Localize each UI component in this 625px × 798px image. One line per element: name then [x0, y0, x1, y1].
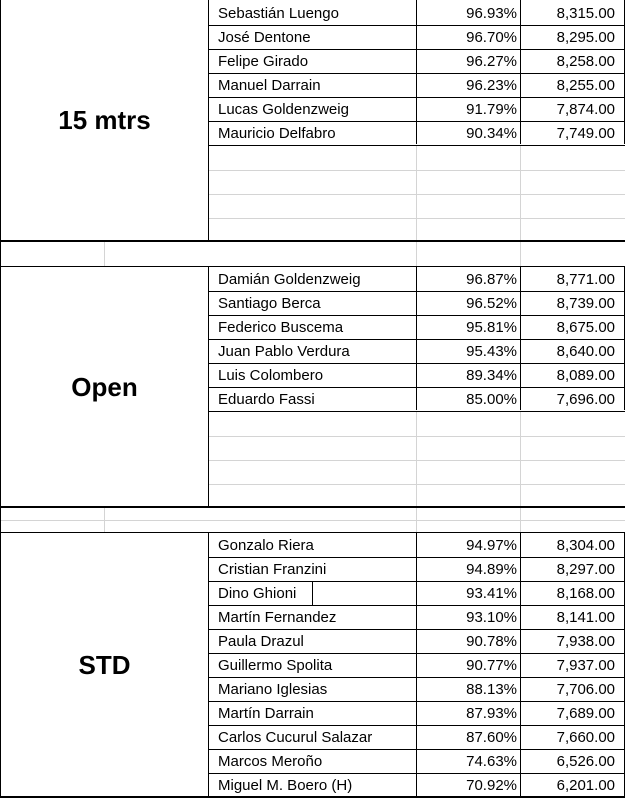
competitor-name: Juan Pablo Verdura — [218, 343, 350, 360]
competitor-name: Felipe Girado — [218, 53, 309, 70]
score-points: 7,696.00 — [556, 391, 615, 408]
competitor-name: Dino Ghioni — [218, 585, 297, 602]
score-points: 8,089.00 — [556, 367, 615, 384]
category-label-open: Open — [71, 371, 138, 402]
score-percent: 90.77% — [466, 657, 517, 674]
competitor-name: Carlos Cucurul Salazar — [218, 729, 373, 746]
score-percent: 96.70% — [466, 29, 517, 46]
column-border — [416, 0, 417, 144]
competitor-name: Guillermo Spolita — [218, 657, 333, 674]
competitor-name: Paula Drazul — [218, 633, 304, 650]
score-points: 8,297.00 — [556, 561, 615, 578]
score-percent: 88.13% — [466, 681, 517, 698]
competitor-name: Martín Fernandez — [218, 609, 337, 626]
score-percent: 89.34% — [466, 367, 517, 384]
column-border — [520, 532, 521, 796]
score-percent: 94.97% — [466, 537, 517, 554]
score-percent: 93.41% — [466, 585, 517, 602]
score-points: 8,295.00 — [556, 29, 615, 46]
score-percent: 91.79% — [466, 101, 517, 118]
score-points: 7,938.00 — [556, 633, 615, 650]
score-points: 8,675.00 — [556, 319, 615, 336]
score-percent: 87.93% — [466, 705, 517, 722]
competitor-name: Marcos Meroño — [218, 753, 323, 770]
score-points: 6,201.00 — [556, 777, 615, 794]
competitor-name: Federico Buscema — [218, 319, 344, 336]
score-points: 8,258.00 — [556, 53, 615, 70]
competitor-name: Mauricio Delfabro — [218, 125, 336, 142]
score-points: 8,640.00 — [556, 343, 615, 360]
competitor-name: Lucas Goldenzweig — [218, 101, 349, 118]
competitor-name: José Dentone — [218, 29, 311, 46]
column-border — [520, 0, 521, 144]
score-points: 8,739.00 — [556, 295, 615, 312]
score-percent: 70.92% — [466, 777, 517, 794]
column-border — [416, 266, 417, 410]
cell-border — [312, 582, 313, 606]
competitor-name: Luis Colombero — [218, 367, 324, 384]
competitor-name: Sebastián Luengo — [218, 5, 339, 22]
score-points: 7,749.00 — [556, 125, 615, 142]
score-percent: 96.52% — [466, 295, 517, 312]
competitor-name: Mariano Iglesias — [218, 681, 328, 698]
competitor-name: Manuel Darrain — [218, 77, 321, 94]
score-points: 8,255.00 — [556, 77, 615, 94]
competitor-name: Cristian Franzini — [218, 561, 327, 578]
score-points: 8,315.00 — [556, 5, 615, 22]
score-percent: 95.43% — [466, 343, 517, 360]
score-percent: 96.87% — [466, 271, 517, 288]
score-percent: 93.10% — [466, 609, 517, 626]
score-points: 6,526.00 — [556, 753, 615, 770]
category-label-15-mtrs: 15 mtrs — [58, 105, 151, 135]
score-percent: 96.23% — [466, 77, 517, 94]
column-border — [520, 266, 521, 410]
competitor-name: Martín Darrain — [218, 705, 314, 722]
competitor-name: Eduardo Fassi — [218, 391, 315, 408]
score-points: 7,706.00 — [556, 681, 615, 698]
score-points: 8,141.00 — [556, 609, 615, 626]
column-border — [416, 532, 417, 796]
score-points: 7,660.00 — [556, 729, 615, 746]
competitor-name: Miguel M. Boero (H) — [218, 777, 353, 794]
score-points: 7,689.00 — [556, 705, 615, 722]
score-points: 8,304.00 — [556, 537, 615, 554]
competitor-name: Gonzalo Riera — [218, 537, 314, 554]
score-percent: 95.81% — [466, 319, 517, 336]
category-label-std: STD — [78, 649, 131, 680]
score-percent: 90.34% — [466, 125, 517, 142]
score-percent: 85.00% — [466, 391, 517, 408]
score-percent: 90.78% — [466, 633, 517, 650]
competitor-name: Damián Goldenzweig — [218, 271, 361, 288]
score-points: 8,168.00 — [556, 585, 615, 602]
score-points: 7,937.00 — [556, 657, 615, 674]
score-percent: 87.60% — [466, 729, 517, 746]
competitor-name: Santiago Berca — [218, 295, 321, 312]
score-percent: 96.27% — [466, 53, 517, 70]
score-points: 7,874.00 — [556, 101, 615, 118]
score-percent: 94.89% — [466, 561, 517, 578]
score-percent: 74.63% — [466, 753, 517, 770]
score-points: 8,771.00 — [556, 271, 615, 288]
score-percent: 96.93% — [466, 5, 517, 22]
